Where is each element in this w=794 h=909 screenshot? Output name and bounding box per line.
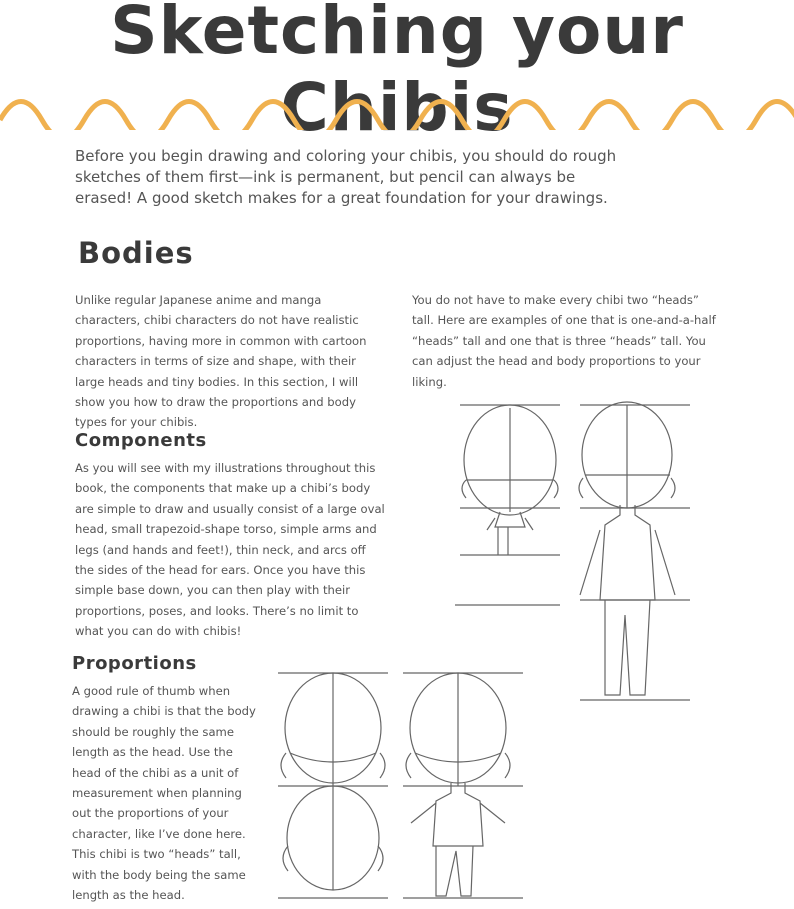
wave-divider: [0, 85, 794, 130]
bodies-right-text: You do not have to make every chibi two “heads” tall. Here are examples of one that is one-and-a-half “heads” tall and one that is three “heads” tall. You can adjust the head and body proportions to your liking.: [412, 293, 716, 389]
section-heading-proportions: Proportions: [72, 653, 197, 674]
section-heading-bodies: Bodies: [78, 236, 194, 270]
components-text: As you will see with my illustrations throughout this book, the components that make up a chibi’s body are simple to draw and usually consist of a large oval head, small trapezoid-shape torso, simple arms and legs (and hands and feet!), thin neck, and arcs off the sides of the head for ears. Once you have this simple base down, you can then play with their proportions, poses, and looks. There’s no limit to what you can do with chibis!: [75, 461, 385, 639]
proportions-text: A good rule of thumb when drawing a chibi is that the body should be roughly the same length as the head. Use the head of the chibi as a unit of measurement when planning out the proportions of your character, like I’ve done here. This chibi is two “heads” tall, with the body being the same length as the head.: [72, 684, 256, 903]
intro-paragraph: Before you begin drawing and coloring your chibis, you should do rough sketches of them first—ink is permanent, but pencil can always be erased! A good sketch makes for a great foundation for your drawings.: [75, 147, 617, 207]
bodies-left-text: Unlike regular Japanese anime and manga characters, chibi characters do not have realistic proportions, having more in common with cartoon characters in terms of size and shape, with their large heads and tiny bodies. In this section, I will show you how to draw the proportions and body types for your chibis.: [75, 293, 367, 430]
section-heading-components: Components: [75, 430, 207, 451]
page-title: Sketching your Chibis: [110, 0, 684, 146]
two-heads-tall-chibi-sketch: [268, 668, 533, 908]
chibi-height-comparison-sketch: [450, 400, 700, 710]
